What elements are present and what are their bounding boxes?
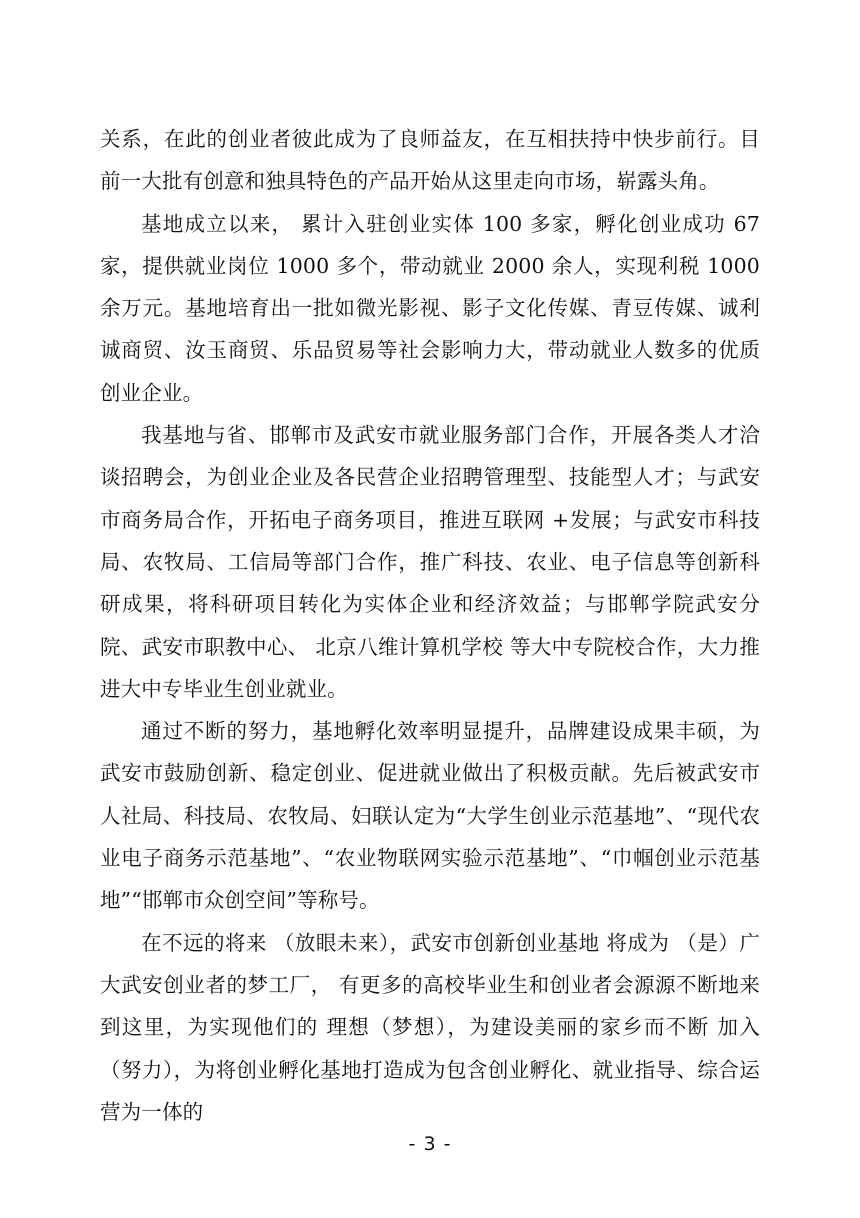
document-body xyxy=(100,118,767,1133)
paragraph-future-vision: 在不远的将来 （放眼未来），武安市创新创业基地 将成为 （是）广大武安创业者的梦工厂， 有更多的高校毕业生和创业者会源源不断地来到这里，为实现他们的 理想（梦想），为建设美丽的家乡而不断 加入（努力），为将创业孵化基地打造成为包含创业孵化、就业指导、综合运营为一体的 xyxy=(100,930,760,1124)
page-number: - 3 - xyxy=(408,1133,452,1155)
paragraph-base-statistics: 基地成立以来， 累计入驻创业实体 100 多家，孵化创业成功 67 家，提供就业岗位 1000 多个，带动就业 2000 余人，实现利税 1000 余万元。基地培育出一批如微光影视、影子文化传媒、青豆传媒、诚利诚商贸、汝玉商贸、乐品贸易等社会影响力大，带动就业人数多的优质创业企业。 xyxy=(100,211,767,405)
paragraph-achievements: 通过不断的努力，基地孵化效率明显提升，品牌建设成果丰硕，为武安市鼓励创新、稳定创业、促进就业做出了积极贡献。先后被武安市人社局、科技局、农牧局、妇联认定为“大学生创业示范基地”、“现代农业电子商务示范基地”、“农业物联网实验示范基地”、“巾帼创业示范基地”“邯郸市众创空间”等称号。 xyxy=(100,719,760,913)
paragraph-continued-relationship: 关系，在此的创业者彼此成为了良师益友，在互相扶持中快步前行。目前一大批有创意和独具特色的产品开始从这里走向市场，崭露头角。 xyxy=(100,127,760,194)
paragraph-cooperation: 我基地与省、邯郸市及武安市就业服务部门合作，开展各类人才洽谈招聘会，为创业企业及各民营企业招聘管理型、技能型人才；与武安市商务局合作，开拓电子商务项目，推进互联网 +发展；与武安市科技局、农牧局、工信局等部门合作，推广科技、农业、电子信息等创新科研成果，将科研项目转化为实体企业和经济效益；与邯郸学院武安分院、武安市职教中心、 北京八维计算机学校 等大中专院校合作，大力推进大中专毕业生创业就业。 xyxy=(100,423,760,701)
